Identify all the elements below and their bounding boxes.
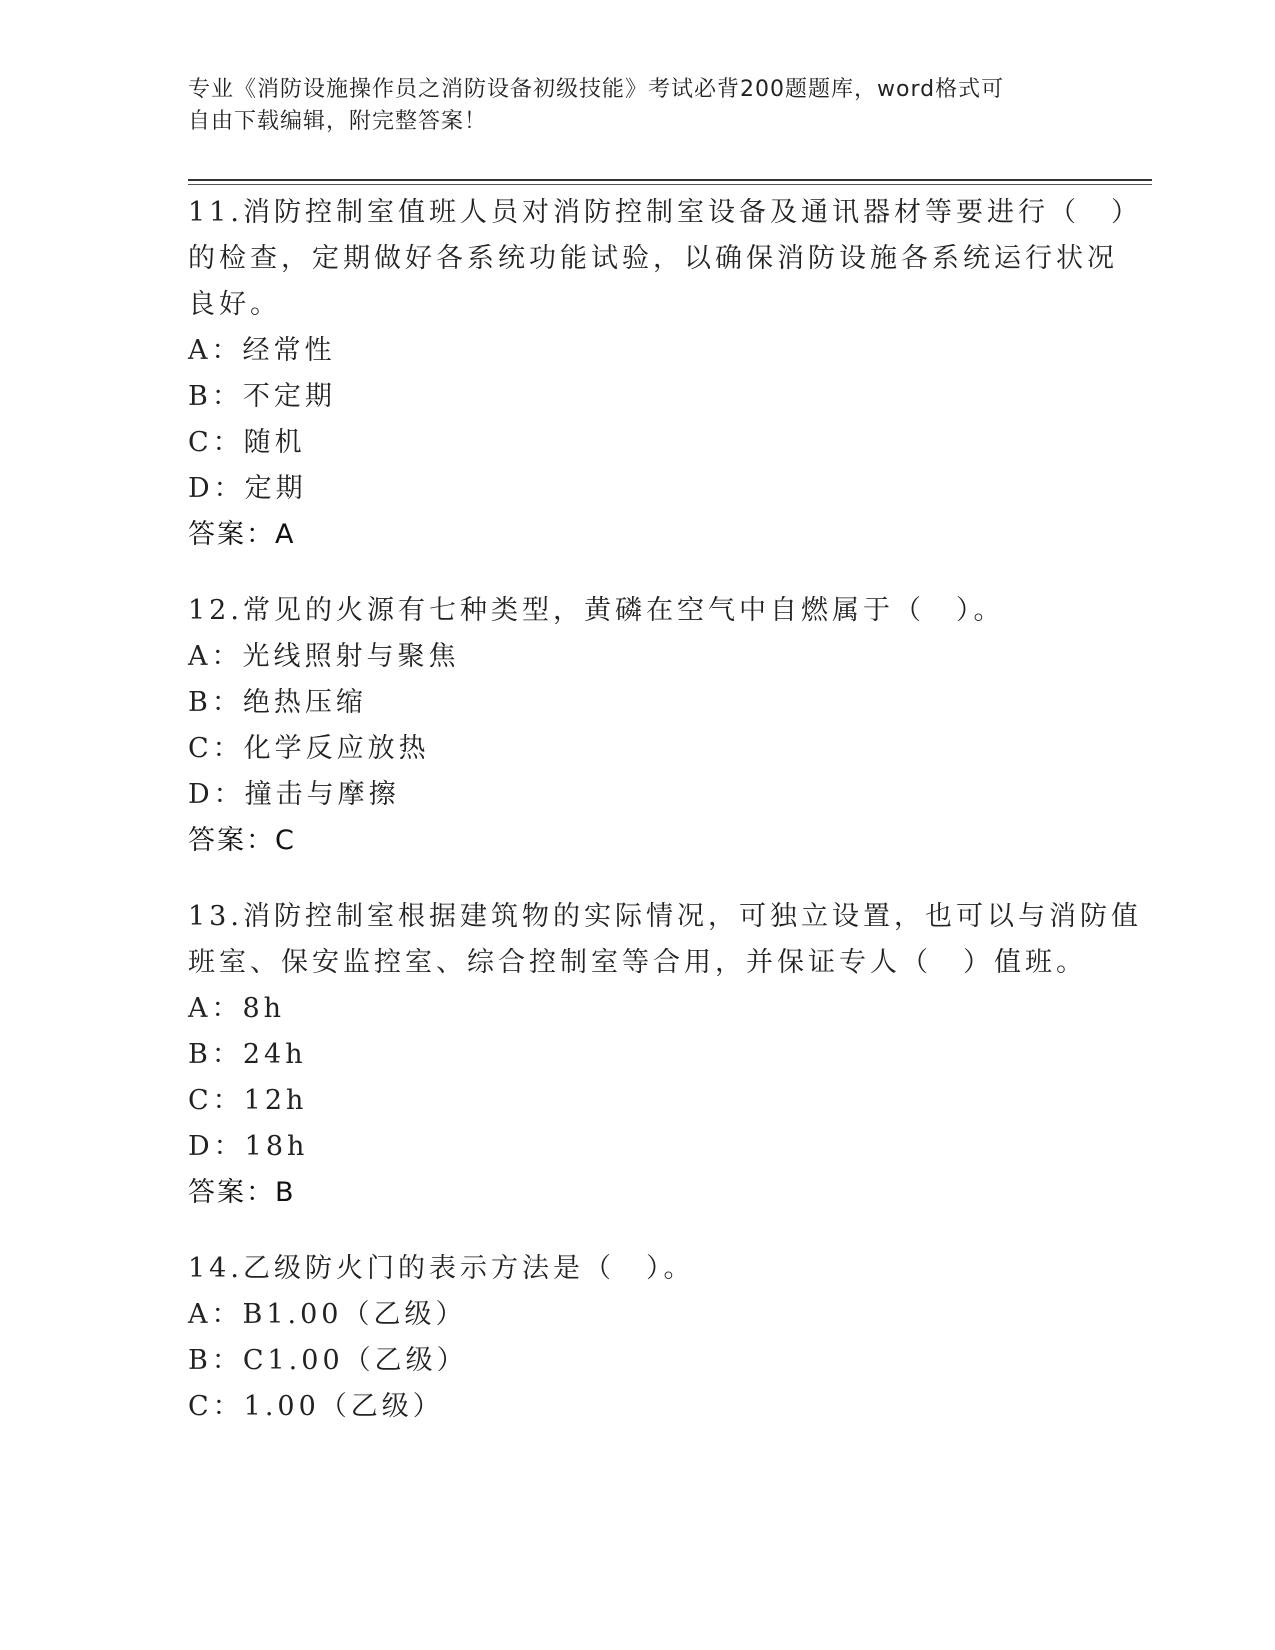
option-text: 撞击与摩擦	[244, 779, 400, 810]
option-b	[188, 1032, 1088, 1078]
option-letter: A：	[188, 641, 243, 672]
option-text: 经常性	[242, 335, 336, 366]
question-13	[188, 894, 1142, 1216]
option-letter: B：	[188, 687, 243, 718]
option-text: 定期	[244, 473, 307, 504]
option-letter: B：	[188, 1039, 243, 1070]
option-a	[188, 986, 1088, 1032]
answer-line: 答案：B	[188, 1177, 296, 1208]
option-text: 绝热压缩	[242, 687, 367, 718]
header-divider-thick	[188, 179, 1152, 181]
option-c	[188, 1078, 1088, 1124]
option-text: 不定期	[242, 381, 336, 412]
option-d	[188, 466, 1088, 512]
option-letter: C：	[188, 1085, 244, 1116]
question-text-line: 14.乙级防火门的表示方法是（ ）。	[188, 1253, 695, 1284]
option-letter: D：	[188, 473, 245, 504]
option-text: 光线照射与聚焦	[242, 641, 460, 672]
option-a	[188, 328, 1088, 374]
option-text: 化学反应放热	[243, 733, 430, 764]
header-divider-thin	[188, 184, 1152, 185]
option-letter: B：	[188, 381, 243, 412]
option-letter: A：	[188, 993, 243, 1024]
option-letter: C：	[188, 427, 244, 458]
option-b	[188, 1338, 1088, 1384]
answer-line: 答案：A	[188, 519, 296, 550]
option-letter: A：	[188, 1299, 243, 1330]
option-text: 随机	[243, 427, 306, 458]
question-12	[188, 588, 1088, 864]
option-letter: D：	[188, 1131, 245, 1162]
option-c	[188, 1384, 1088, 1430]
option-text: 24h	[242, 1039, 307, 1070]
question-11	[188, 190, 1142, 558]
answer-line: 答案：C	[188, 825, 296, 856]
option-letter: A：	[188, 335, 243, 366]
option-text: C1.00（乙级）	[242, 1345, 468, 1376]
option-c	[188, 726, 1088, 772]
option-text: B1.00（乙级）	[242, 1299, 467, 1330]
header-line-2: 自由下载编辑，附完整答案！	[188, 109, 488, 134]
option-text: 8h	[242, 993, 286, 1024]
option-d	[188, 1124, 1088, 1170]
option-letter: C：	[188, 1391, 244, 1422]
question-text-line: 13.消防控制室根据建筑物的实际情况，可独立设置，也可以与消防值	[188, 901, 1142, 932]
option-letter: C：	[188, 733, 244, 764]
question-text-line: 12.常见的火源有七种类型，黄磷在空气中自燃属于（ ）。	[188, 595, 1005, 626]
option-text: 12h	[243, 1085, 308, 1116]
option-a	[188, 634, 1088, 680]
option-text: 18h	[244, 1131, 309, 1162]
question-14	[188, 1246, 1088, 1430]
header-line-1: 专业《消防设施操作员之消防设备初级技能》考试必背200题题库，word格式可	[188, 77, 1005, 102]
option-c	[188, 420, 1088, 466]
option-text: 1.00（乙级）	[243, 1391, 444, 1422]
option-b	[188, 680, 1088, 726]
question-text-line: 良好。	[188, 289, 281, 320]
option-b	[188, 374, 1088, 420]
question-text-line: 班室、保安监控室、综合控制室等合用，并保证专人（ ）值班。	[188, 947, 1087, 978]
option-letter: D：	[188, 779, 245, 810]
question-text-line: 的检查，定期做好各系统功能试验，以确保消防设施各系统运行状况	[188, 243, 1118, 274]
document-header	[188, 74, 1068, 138]
option-d	[188, 772, 1088, 818]
option-a	[188, 1292, 1088, 1338]
question-text-line: 11.消防控制室值班人员对消防控制室设备及通讯器材等要进行（ ）	[188, 197, 1142, 228]
option-letter: B：	[188, 1345, 243, 1376]
question-list	[188, 190, 1142, 1460]
